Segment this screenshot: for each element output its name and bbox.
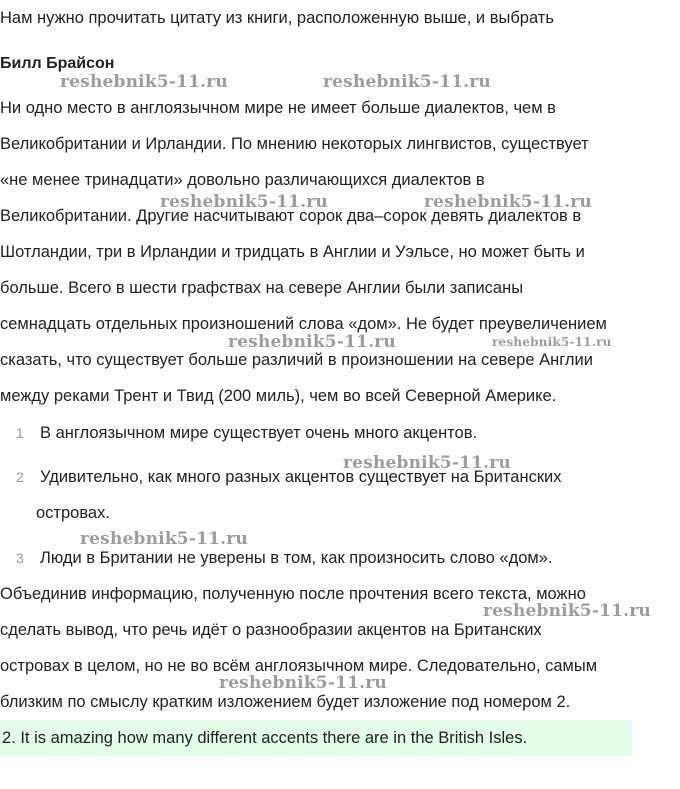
answer-text: 2. It is amazing how many different accents there are in the British Isles. — [2, 729, 528, 747]
watermark: reshebnik5-11.ru — [60, 72, 228, 92]
watermark: reshebnik5-11.ru — [160, 192, 328, 212]
conclusion-line: сделать вывод, что речь идёт о разнообразии акцентов на Британских — [0, 621, 542, 639]
option-number: 1 — [16, 425, 24, 441]
option-item — [0, 546, 680, 570]
watermark: reshebnik5-11.ru — [483, 601, 651, 621]
quote-line: Великобритании. Другие насчитывают сорок два–сорок девять диалектов в — [0, 207, 582, 225]
answer-highlight — [0, 720, 632, 756]
option-number: 3 — [16, 550, 24, 566]
option-text: Удивительно, как много разных акцентов существует на Британских — [40, 468, 562, 486]
watermark: reshebnik5-11.ru — [228, 332, 396, 352]
conclusion-line: Объединив информацию, полученную после прочтения всего текста, можно — [0, 585, 586, 603]
option-text-continuation: островах. — [36, 504, 110, 522]
option-item — [0, 421, 680, 445]
watermark: reshebnik5-11.ru — [80, 529, 248, 549]
quote-line: Великобритании и Ирландии. По мнению некоторых лингвистов, существует — [0, 135, 589, 153]
conclusion-line: островах в целом, но не во всём англоязычном мире. Следовательно, самым — [0, 657, 598, 675]
quote-line: больше. Всего в шести графствах на севере Англии были записаны — [0, 279, 524, 297]
option-number: 2 — [16, 469, 24, 485]
quote-line: между реками Трент и Твид (200 миль), чем во всей Северной Америке. — [0, 387, 557, 405]
quote-line: сказать, что существует больше различий в произношении на севере Англии — [0, 351, 593, 369]
watermark: reshebnik5-11.ru — [219, 673, 387, 693]
option-text: Люди в Британии не уверены в том, как произносить слово «дом». — [40, 549, 553, 567]
quote-line: «не менее тринадцати» довольно различающихся диалектов в — [0, 171, 485, 189]
option-text: В англоязычном мире существует очень много акцентов. — [40, 424, 478, 442]
intro-text: Нам нужно прочитать цитату из книги, расположенную выше, и выбрать — [0, 9, 554, 27]
watermark: reshebnik5-11.ru — [343, 453, 511, 473]
conclusion-line: близким по смыслу кратким изложением будет изложение под номером 2. — [0, 693, 571, 711]
watermark: reshebnik5-11.ru — [492, 335, 612, 349]
watermark: reshebnik5-11.ru — [424, 192, 592, 212]
watermark: reshebnik5-11.ru — [323, 72, 491, 92]
option-item — [0, 465, 680, 525]
quote-line: Шотландии, три в Ирландии и тридцать в Англии и Уэльсе, но может быть и — [0, 243, 585, 261]
quote-author: Билл Брайсон — [0, 55, 115, 72]
quote-line: семнадцать отдельных произношений слова «дом». Не будет преувеличением — [0, 315, 607, 333]
quote-line: Ни одно место в англоязычном мире не имеет больше диалектов, чем в — [0, 99, 556, 117]
